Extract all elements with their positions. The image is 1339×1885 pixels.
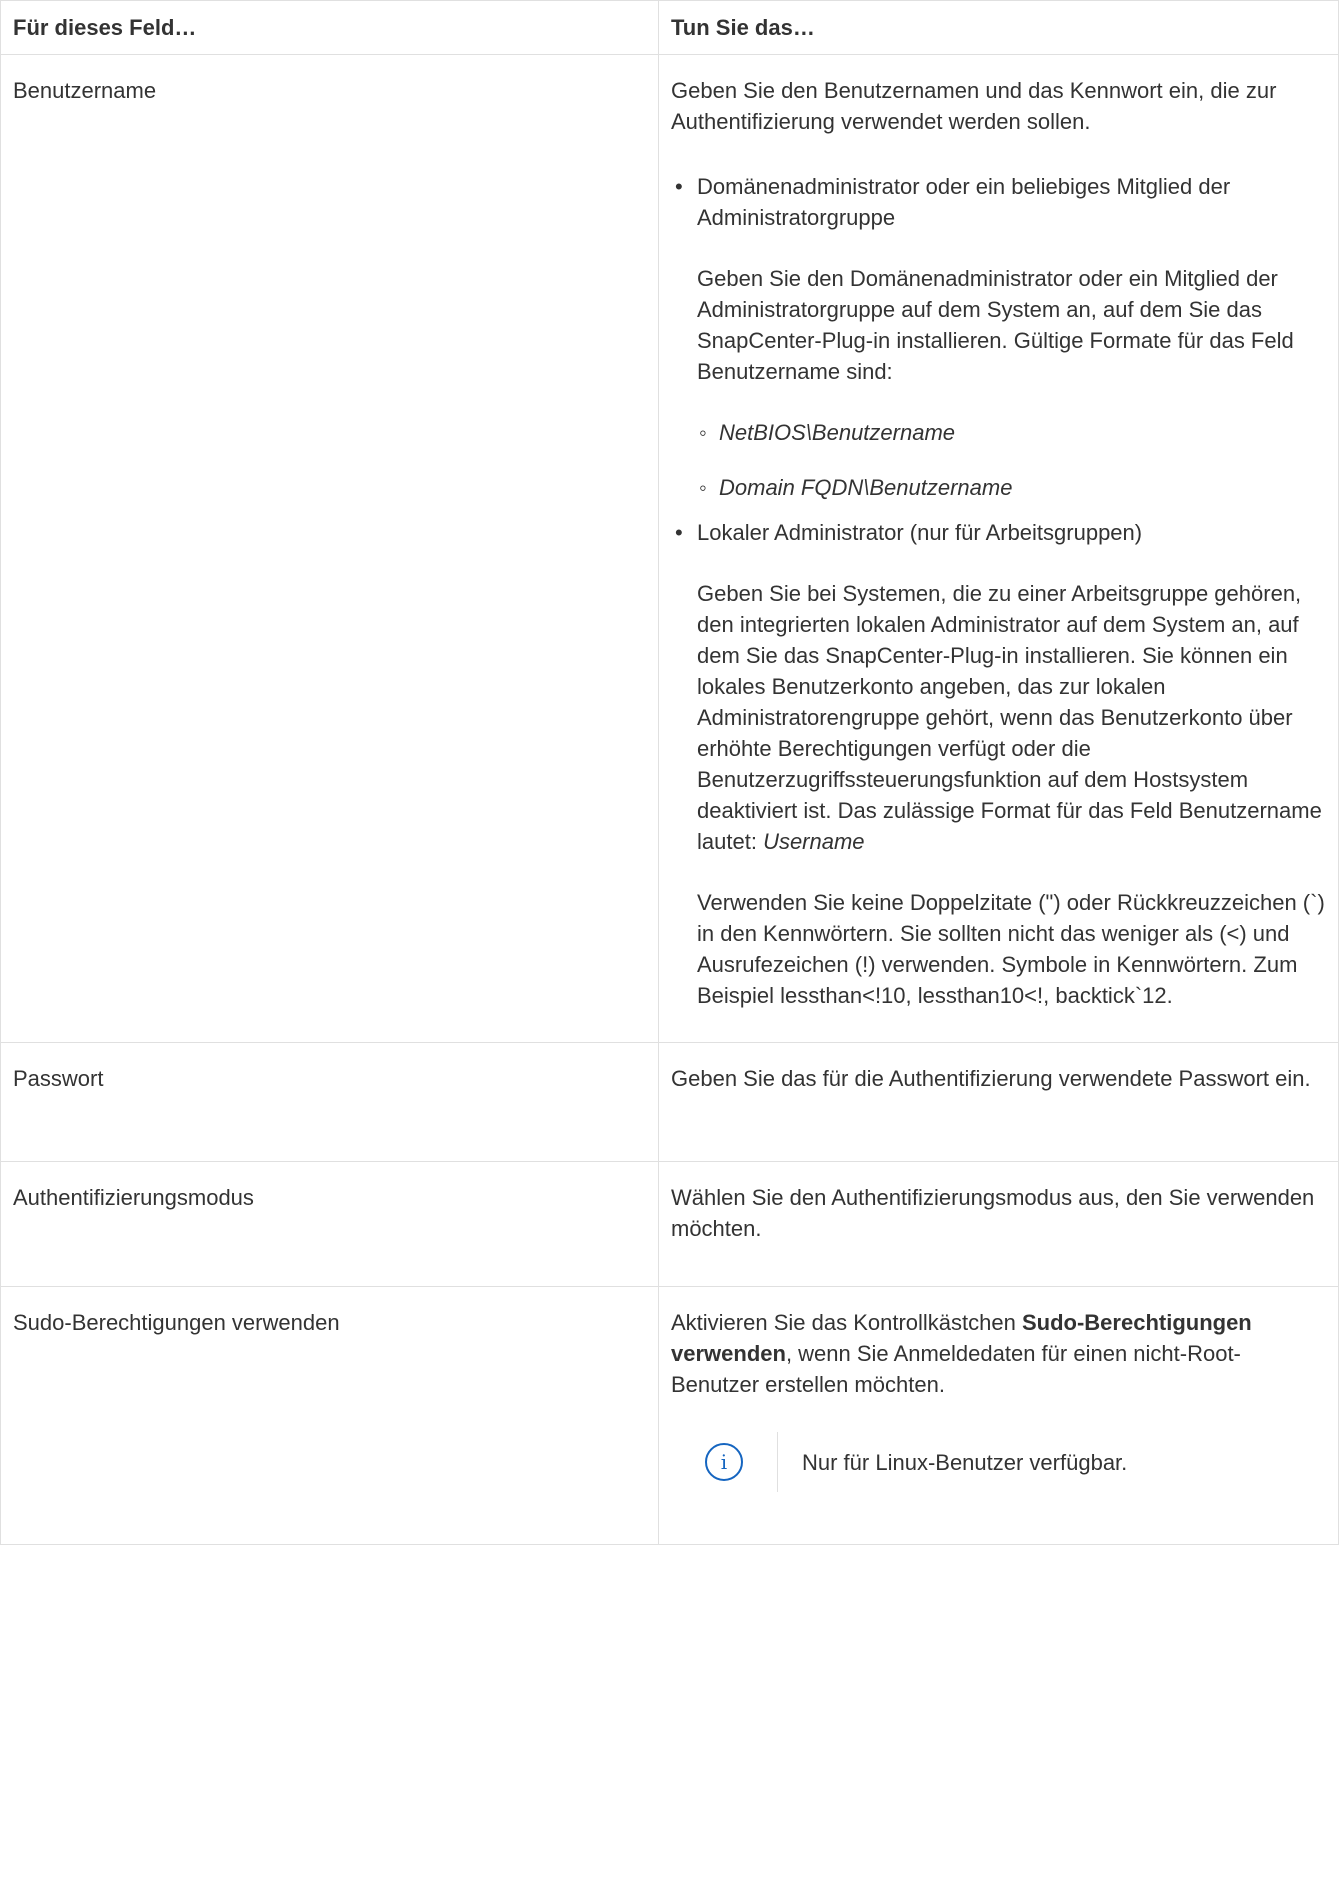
table-row xyxy=(1,1162,1339,1287)
format-item: ◦ Domain FQDN\Benutzername xyxy=(697,472,1326,503)
intro-text: Geben Sie den Benutzernamen und das Kennwort ein, die zur Authentifizierung verwendet werden sollen. xyxy=(671,78,1277,134)
field-description-cell xyxy=(659,1287,1339,1545)
sudo-checkbox-name: Sudo-Berechtigungen verwenden xyxy=(671,1310,1252,1366)
note-box xyxy=(671,1432,1326,1492)
bullet-title: • Domänenadministrator oder ein beliebiges Mitglied der Administratorgruppe xyxy=(697,174,1231,230)
bullet-title: • Lokaler Administrator (nur für Arbeitsgruppen) xyxy=(697,520,1143,545)
note-text: Nur für Linux-Benutzer verfügbar. xyxy=(802,1449,1128,1475)
column-header-field: Für dieses Feld… xyxy=(1,1,659,55)
field-name-cell: Passwort xyxy=(1,1043,659,1162)
sudo-description xyxy=(671,1307,1326,1400)
bullet-text xyxy=(697,578,1326,857)
field-name-cell: Benutzername xyxy=(1,55,659,1043)
field-description-cell: Wählen Sie den Authentifizierungsmodus aus, den Sie verwenden möchten. xyxy=(659,1162,1339,1287)
field-description-cell xyxy=(659,55,1339,1043)
bullet-list xyxy=(671,171,1326,1011)
sudo-text-before: Aktivieren Sie das Kontrollkästchen xyxy=(671,1310,1022,1335)
bullet-text-body: Geben Sie bei Systemen, die zu einer Arbeitsgruppe gehören, den integrierten lokalen Administrator auf dem System an, auf dem Sie das SnapCenter-Plug-in installieren. Sie können ein lokales Benutzerkonto angeben, das zur lokalen Administratorengruppe gehört, wenn das Benutzerkonto über erhöhte Berechtigungen verfügt oder die Benutzerzugriffssteuerungsfunktion auf dem Hostsystem deaktiviert ist. Das zulässige Format für das Feld Benutzername lautet: xyxy=(697,581,1322,854)
table-header-row xyxy=(1,1,1339,55)
password-note: Verwenden Sie keine Doppelzitate (") oder Rückkreuzzeichen (`) in den Kennwörtern. Sie sollten nicht das weniger als (<) und Ausrufezeichen (!) verwenden. Symbole in Kennwörtern. Zum Beispiel lessthan<!10, lessthan10<!, backtick`12. xyxy=(697,890,1325,1008)
field-name-cell: Sudo-Berechtigungen verwenden xyxy=(1,1287,659,1545)
field-description-cell: Geben Sie das für die Authentifizierung verwendete Passwort ein. xyxy=(659,1043,1339,1162)
info-icon: i xyxy=(705,1443,743,1481)
username-format: Username xyxy=(763,829,865,854)
format-list xyxy=(697,417,1326,503)
sudo-text-after: , wenn Sie Anmeldedaten für einen nicht-Root-Benutzer erstellen möchten. xyxy=(671,1341,1241,1397)
column-header-action: Tun Sie das… xyxy=(659,1,1339,55)
table-row xyxy=(1,1287,1339,1545)
field-name-cell: Authentifizierungsmodus xyxy=(1,1162,659,1287)
list-item xyxy=(671,171,1326,503)
table-row xyxy=(1,55,1339,1043)
note-icon-container xyxy=(671,1432,778,1492)
table-row xyxy=(1,1043,1339,1162)
bullet-text: Geben Sie den Domänenadministrator oder ein Mitglied der Administratorgruppe auf dem System an, auf dem Sie das SnapCenter-Plug-in installieren. Gültige Formate für das Feld Benutzername sind: xyxy=(697,266,1294,384)
format-item: ◦ NetBIOS\Benutzername xyxy=(697,417,1326,448)
list-item xyxy=(671,517,1326,1011)
